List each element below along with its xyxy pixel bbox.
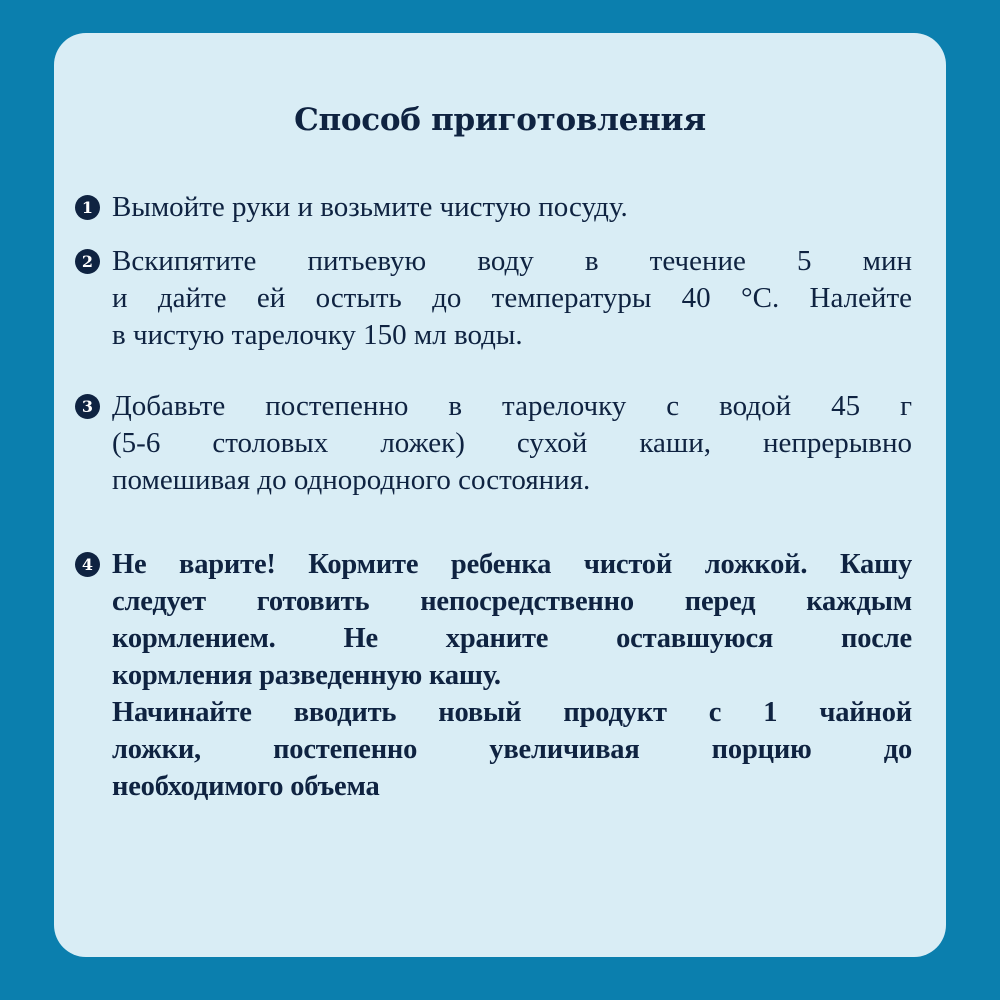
page-title: Способ приготовления [294,102,706,138]
step-line: Вскипятите питьевую воду в течение 5 мин [112,245,912,277]
step-line: необходимого объема [112,771,380,802]
step-line: кормлением. Не храните оставшуюся после [112,623,912,654]
step-4 [81,546,912,805]
number-3-icon: 3 [75,394,100,419]
step-line: кормления разведенную кашу. [112,660,501,691]
step-line: Добавьте постепенно в тарелочку с водой 45 г [112,390,912,422]
number-1-icon: 1 [75,195,100,220]
step-line: ложки, постепенно увеличивая порцию до [112,734,912,765]
number-2-icon: 2 [75,249,100,274]
number-4-icon: 4 [75,552,100,577]
step-line: помешивая до однородного состояния. [112,464,591,496]
step-2 [81,243,912,354]
step-line: Начинайте вводить новый продукт с 1 чайной [112,697,912,728]
step-line: Не варите! Кормите ребенка чистой ложкой. Кашу [112,549,912,580]
step-line: (5-6 столовых ложек) сухой каши, непрерывно [112,427,912,459]
step-1 [81,189,912,226]
step-3 [81,388,912,499]
step-line: следует готовить непосредственно перед каждым [112,586,912,617]
step-line: в чистую тарелочку 150 мл воды. [112,319,523,351]
step-line: и дайте ей остыть до температуры 40 °C. Налейте [112,282,912,314]
step-line: Вымойте руки и возьмите чистую посуду. [112,191,628,223]
